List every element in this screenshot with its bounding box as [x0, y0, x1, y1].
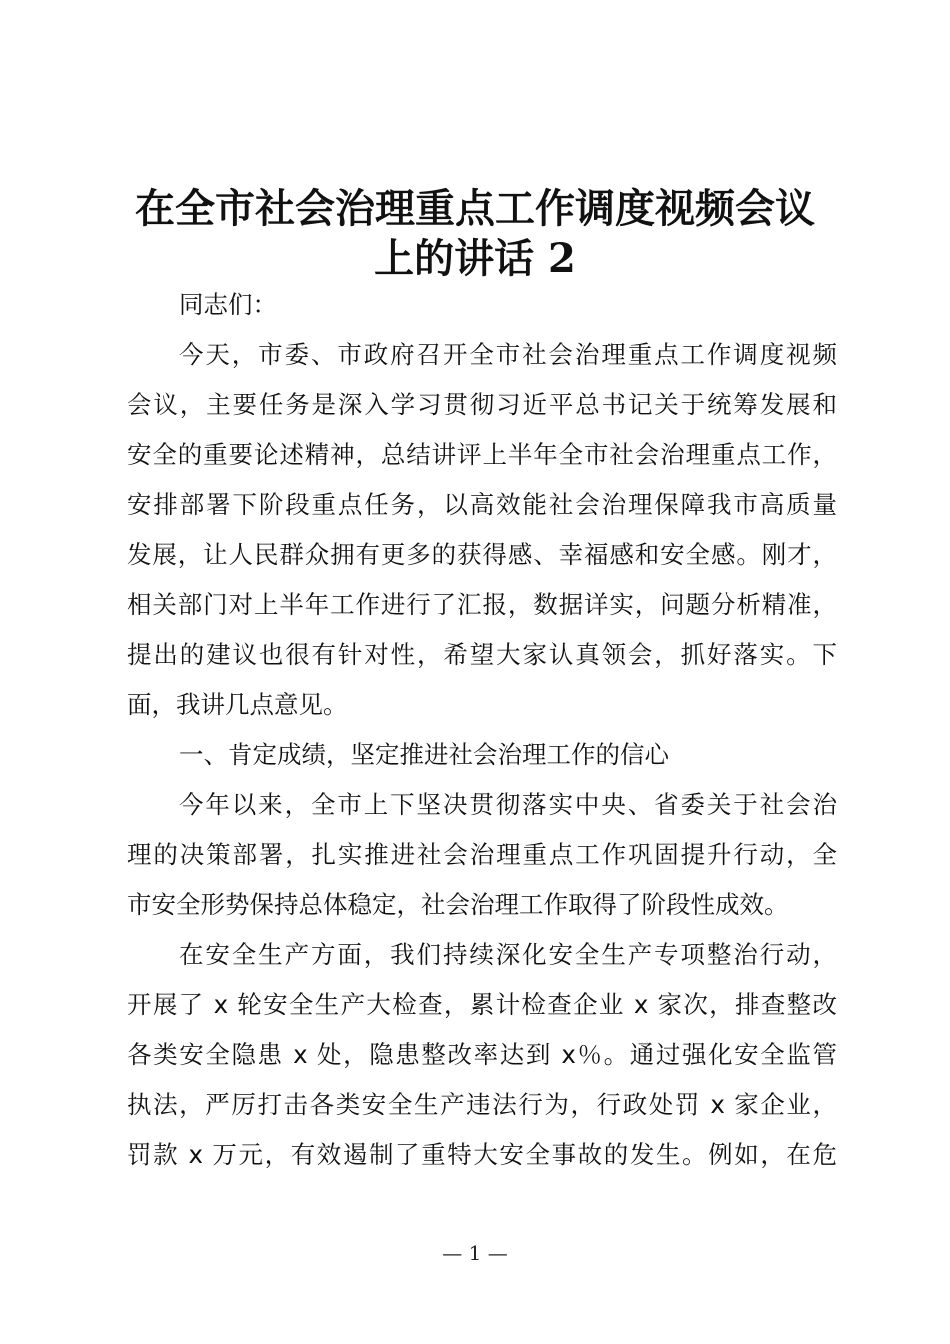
body-text-line: 面，我讲几点意见。 — [127, 690, 348, 719]
body-text-line: 今天，市委、市政府召开全市社会治理重点工作调度视频 — [179, 340, 837, 369]
body-text-line: 同志们： — [179, 290, 277, 319]
body-text-line: 开展了 x 轮安全生产大检查，累计检查企业 x 家次，排查整改 — [127, 990, 837, 1019]
body-text-line: 各类安全隐患 x 处，隐患整改率达到 x％。通过强化安全监管 — [127, 1040, 837, 1069]
body-text-line: 在安全生产方面，我们持续深化安全生产专项整治行动， — [179, 940, 837, 969]
body-text-line: 发展，让人民群众拥有更多的获得感、幸福感和安全感。刚才， — [127, 540, 837, 569]
body-text-line: 安全的重要论述精神，总结讲评上半年全市社会治理重点工作， — [127, 440, 837, 469]
body-text-line: 理的决策部署，扎实推进社会治理重点工作巩固提升行动，全 — [127, 840, 837, 869]
document-title-line-1: 在全市社会治理重点工作调度视频会议 — [135, 185, 815, 232]
body-text-line: 提出的建议也很有针对性，希望大家认真领会，抓好落实。下 — [127, 640, 837, 669]
body-text-line: 会议，主要任务是深入学习贯彻习近平总书记关于统筹发展和 — [127, 390, 837, 419]
body-text-line: 安排部署下阶段重点任务，以高效能社会治理保障我市高质量 — [127, 490, 837, 519]
page-number: — 1 — — [442, 1241, 508, 1265]
body-text-line: 罚款 x 万元，有效遏制了重特大安全事故的发生。例如，在危 — [127, 1140, 837, 1169]
body-text-line: 市安全形势保持总体稳定，社会治理工作取得了阶段性成效。 — [127, 890, 789, 919]
body-text-line: 相关部门对上半年工作进行了汇报，数据详实，问题分析精准， — [127, 590, 837, 619]
document-title-line-2: 上的讲话 2 — [374, 235, 576, 282]
body-text-line: 执法，严厉打击各类安全生产违法行为，行政处罚 x 家企业， — [127, 1090, 837, 1119]
body-text-line: 今年以来，全市上下坚决贯彻落实中央、省委关于社会治 — [179, 790, 837, 819]
body-text-line: 一、肯定成绩，坚定推进社会治理工作的信心 — [179, 740, 669, 769]
document-body — [127, 280, 837, 1180]
